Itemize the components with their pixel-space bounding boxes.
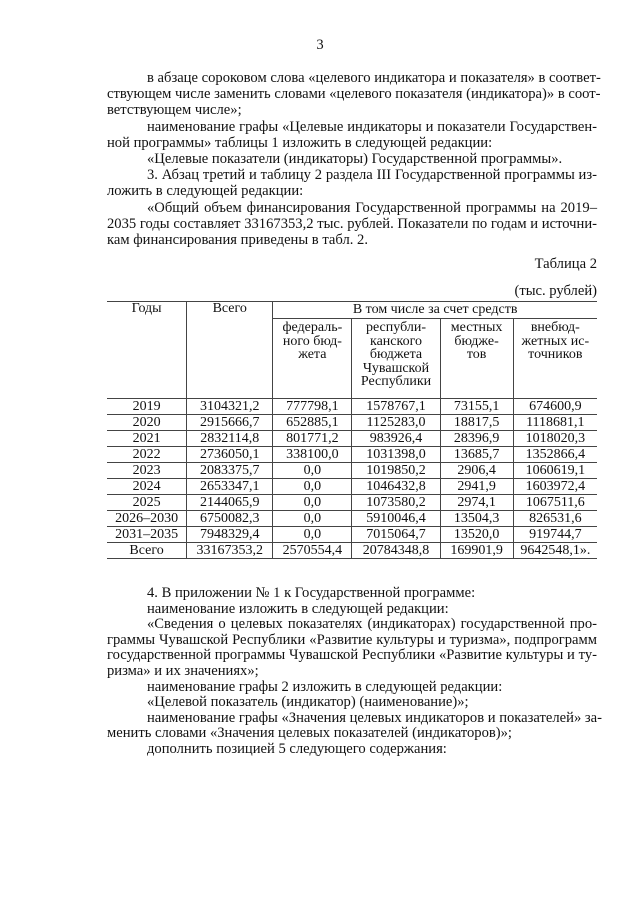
table-cell: 2974,1 xyxy=(440,495,513,511)
table-cell: 1118681,1 xyxy=(513,415,597,431)
table-cell: 1019850,2 xyxy=(352,463,440,479)
subheader-cell: внебюд- жетных ис- точников xyxy=(513,319,597,399)
table-cell: 1603972,4 xyxy=(513,479,597,495)
text-line: ствующем числе заменить словами «целевого показателя (индикатора)» в соот- xyxy=(107,86,601,103)
text-line: 4. В приложении № 1 к Государственной программе: xyxy=(147,585,476,601)
table-cell: 2570554,4 xyxy=(273,543,352,559)
subheader-cell: федераль- ного бюд- жета xyxy=(273,319,352,399)
table-cell: 13520,0 xyxy=(440,527,513,543)
table-cell: 1060619,1 xyxy=(513,463,597,479)
table-row xyxy=(107,431,597,447)
table-cell: 674600,9 xyxy=(513,399,597,415)
text-line: ной программы» таблицы 1 изложить в следующей редакции: xyxy=(107,134,493,151)
subheader-cell: республи- канского бюджета Чувашской Республики xyxy=(352,319,440,399)
text-line: менить словами «Значения целевых показателей (индикаторов)»; xyxy=(107,725,512,742)
text-line: наименование графы 2 изложить в следующей редакции: xyxy=(147,678,503,695)
table-cell: 2024 xyxy=(107,479,187,495)
table-cell: 1067511,6 xyxy=(513,495,597,511)
table-cell: 2025 xyxy=(107,495,187,511)
table-row xyxy=(107,543,597,559)
table-cell: 652885,1 xyxy=(273,415,352,431)
table-row xyxy=(107,447,597,463)
table-cell: 2915666,7 xyxy=(187,415,273,431)
text-line: наименование изложить в следующей редакции: xyxy=(147,600,449,617)
text-line: 2035 годы составляет 33167353,2 тыс. рублей. Показатели по годам и источни- xyxy=(107,215,597,232)
table-row xyxy=(107,479,597,495)
table-cell: 801771,2 xyxy=(273,431,352,447)
table-cell: 983926,4 xyxy=(352,431,440,447)
table-cell: 338100,0 xyxy=(273,447,352,463)
table-cell: 2832114,8 xyxy=(187,431,273,447)
text-line: 3. Абзац третий и таблицу 2 раздела III Государственной программы из- xyxy=(147,167,597,184)
header-group: В том числе за счет средств xyxy=(273,302,597,319)
table-cell: 6750082,3 xyxy=(187,511,273,527)
table-cell: 1578767,1 xyxy=(352,399,440,415)
table-cell: 13685,7 xyxy=(440,447,513,463)
table-cell: 2736050,1 xyxy=(187,447,273,463)
table-cell: 7015064,7 xyxy=(352,527,440,543)
header-years: Годы xyxy=(107,302,187,399)
table-row xyxy=(107,527,597,543)
table-row xyxy=(107,415,597,431)
financing-table xyxy=(107,301,597,559)
table-row xyxy=(107,399,597,415)
text-line: наименование графы «Значения целевых индикаторов и показателей» за- xyxy=(147,709,602,726)
table-units: (тыс. рублей) xyxy=(514,283,597,299)
table-caption: Таблица 2 xyxy=(534,256,597,272)
table-cell: 1073580,2 xyxy=(352,495,440,511)
table-cell: 0,0 xyxy=(273,511,352,527)
table-cell: 2906,4 xyxy=(440,463,513,479)
table-cell: 2019 xyxy=(107,399,187,415)
table-cell: 5910046,4 xyxy=(352,511,440,527)
table-cell: 13504,3 xyxy=(440,511,513,527)
table-cell: 777798,1 xyxy=(273,399,352,415)
table-cell: 28396,9 xyxy=(440,431,513,447)
text-line: граммы Чувашской Республики «Развитие культуры и туризма», подпрограмм xyxy=(107,631,597,648)
table-cell: 1031398,0 xyxy=(352,447,440,463)
table-cell: 0,0 xyxy=(273,463,352,479)
text-line: «Целевые показатели (индикаторы) Государственной программы». xyxy=(147,151,563,167)
table-cell: 0,0 xyxy=(273,479,352,495)
table-cell: 2021 xyxy=(107,431,187,447)
table-cell: 1018020,3 xyxy=(513,431,597,447)
text-line: «Целевой показатель (индикатор) (наименование)»; xyxy=(147,694,469,711)
text-line: кам финансирования приведены в табл. 2. xyxy=(107,232,368,248)
subheader-cell: местных бюдже- тов xyxy=(440,319,513,399)
table-cell: 1046432,8 xyxy=(352,479,440,495)
text-line: дополнить позицией 5 следующего содержания: xyxy=(147,741,447,757)
table-cell: 2083375,7 xyxy=(187,463,273,479)
page-number: 3 xyxy=(316,37,324,53)
text-line: ложить в следующей редакции: xyxy=(107,183,304,200)
table-cell: 2022 xyxy=(107,447,187,463)
table-cell: 1352866,4 xyxy=(513,447,597,463)
table-cell: 2031–2035 xyxy=(107,527,187,543)
text-line: ризма» и их значениях»; xyxy=(107,663,259,679)
table-cell: 2020 xyxy=(107,415,187,431)
table-cell: 3104321,2 xyxy=(187,399,273,415)
table-row xyxy=(107,463,597,479)
table-cell: 2026–2030 xyxy=(107,511,187,527)
table-cell: 826531,6 xyxy=(513,511,597,527)
table-row xyxy=(107,495,597,511)
table-cell: 169901,9 xyxy=(440,543,513,559)
table-cell: 20784348,8 xyxy=(352,543,440,559)
table-cell: 7948329,4 xyxy=(187,527,273,543)
text-line: «Сведения о целевых показателях (индикаторах) государственной про- xyxy=(147,616,597,633)
table-cell: 2941,9 xyxy=(440,479,513,495)
text-line: в абзаце сороковом слова «целевого индикатора и показателя» в соответ- xyxy=(147,70,601,86)
table-cell: 73155,1 xyxy=(440,399,513,415)
text-line: ветствующем числе»; xyxy=(107,102,242,119)
table-row xyxy=(107,511,597,527)
table-cell: 18817,5 xyxy=(440,415,513,431)
table-cell: 0,0 xyxy=(273,527,352,543)
header-total: Всего xyxy=(187,302,273,399)
table-cell: 2653347,1 xyxy=(187,479,273,495)
table-cell: 919744,7 xyxy=(513,527,597,543)
text-line: государственной программы Чувашской Республики «Развитие культуры и ту- xyxy=(107,647,597,664)
text-line: «Общий объем финансирования Государственной программы на 2019– xyxy=(147,199,597,216)
table-cell: 33167353,2 xyxy=(187,543,273,559)
table-cell: 9642548,1». xyxy=(513,543,597,559)
table-cell: 2144065,9 xyxy=(187,495,273,511)
table-cell: 1125283,0 xyxy=(352,415,440,431)
text-line: наименование графы «Целевые индикаторы и показатели Государствен- xyxy=(147,118,597,135)
table-cell: 0,0 xyxy=(273,495,352,511)
table-cell: 2023 xyxy=(107,463,187,479)
table-cell: Всего xyxy=(107,543,187,559)
